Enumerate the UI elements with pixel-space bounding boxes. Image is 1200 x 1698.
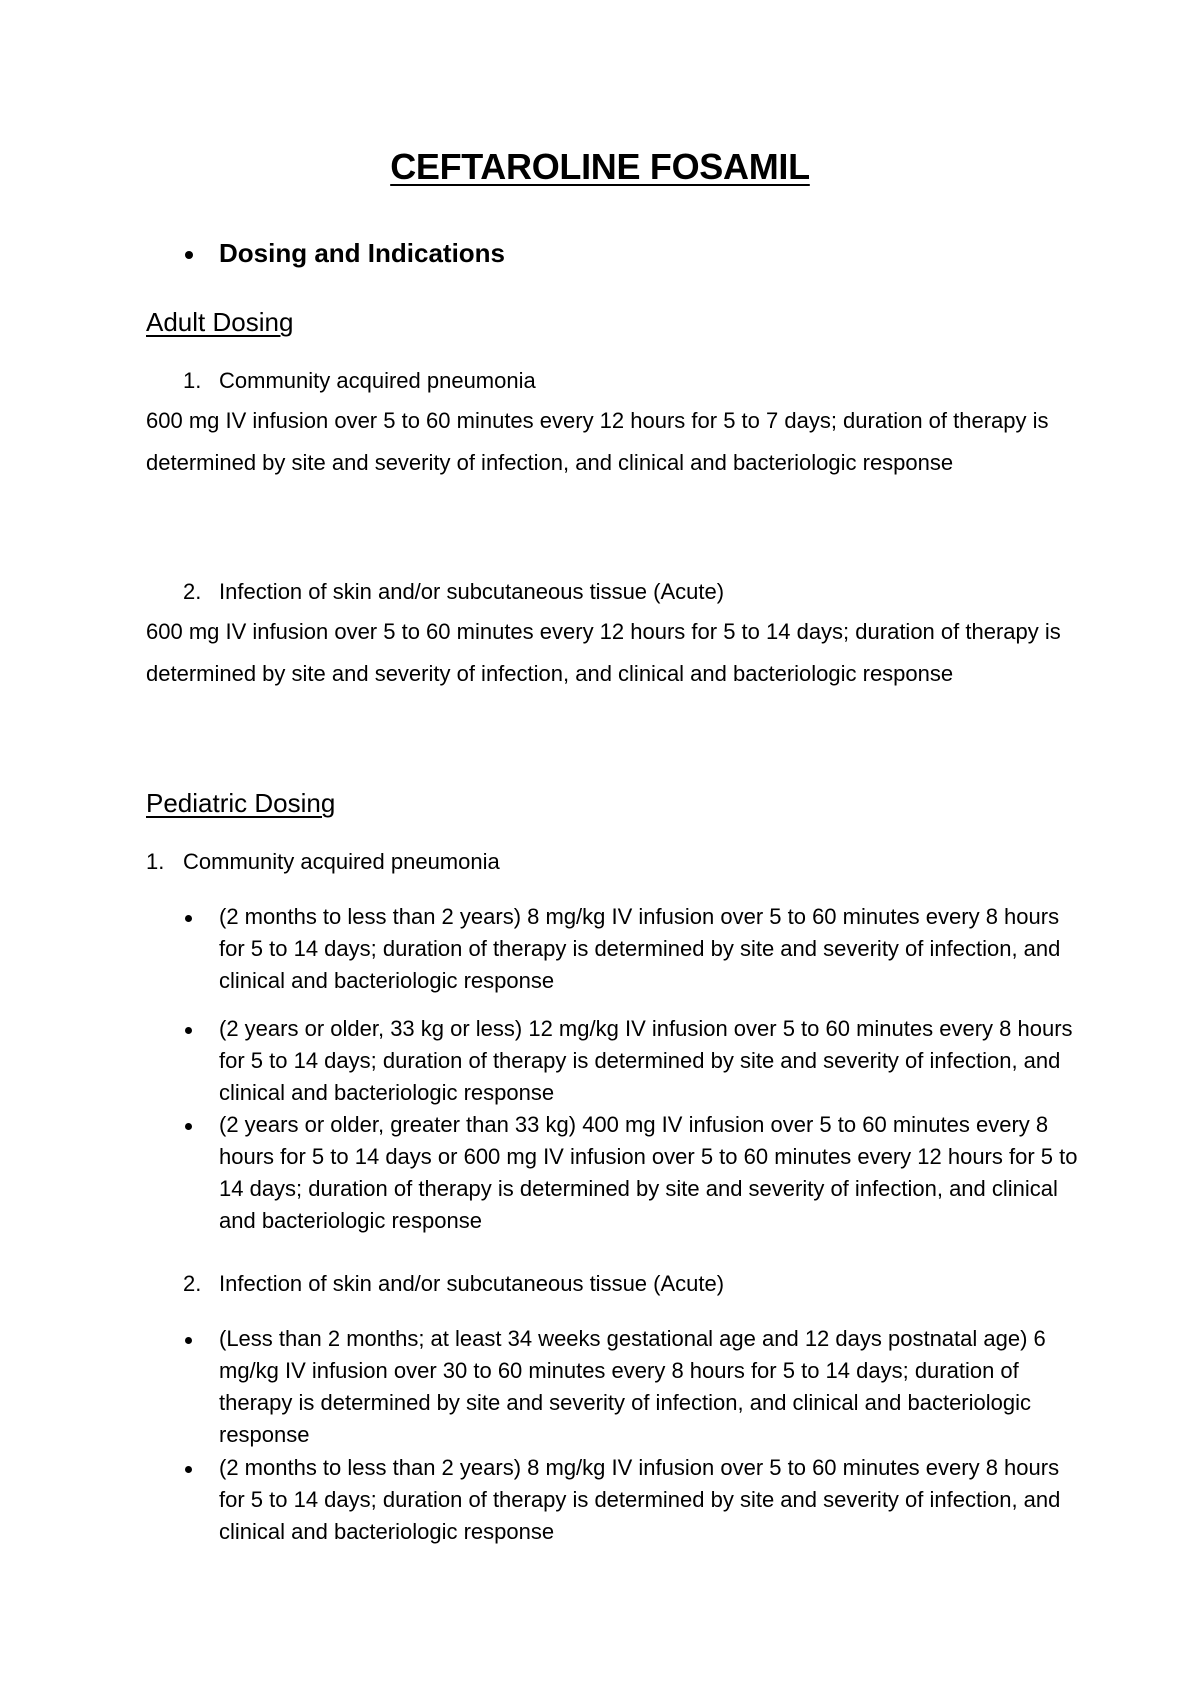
pediatric-item-2-bullet-2: (2 months to less than 2 years) 8 mg/kg IV infusion over 5 to 60 minutes every 8 hours for 5 to 14 days; duration of therapy is determined by site and severity of infection, and clinical and bacteriologic response	[219, 1455, 1061, 1544]
pediatric-item-1-label: Community acquired pneumonia	[183, 849, 500, 874]
pediatric-item-2-label: Infection of skin and/or subcutaneous tissue (Acute)	[219, 1271, 725, 1296]
pediatric-item-1-number: 1.	[146, 849, 165, 874]
adult-item-1-number: 1.	[183, 368, 202, 393]
pediatric-item-1-bullet-2: (2 years or older, 33 kg or less) 12 mg/kg IV infusion over 5 to 60 minutes every 8 hours for 5 to 14 days; duration of therapy is determined by site and severity of infection, and clinical and bacteriologic response	[219, 1016, 1073, 1105]
page-title: CEFTAROLINE FOSAMIL	[390, 146, 810, 187]
main-bullet-label: Dosing and Indications	[219, 238, 506, 268]
adult-item-2-text: 600 mg IV infusion over 5 to 60 minutes every 12 hours for 5 to 14 days; duration of therapy is determined by site and severity of infection, and clinical and bacteriologic response	[146, 619, 1061, 686]
adult-item-2-number: 2.	[183, 579, 202, 604]
bullet-icon	[185, 251, 193, 259]
pediatric-item-1-bullet-3: (2 years or older, greater than 33 kg) 400 mg IV infusion over 5 to 60 minutes every 8 hours for 5 to 14 days or 600 mg IV infusion over 5 to 60 minutes every 12 hours for 5 to 14 days; duration of therapy is determined by site and severity of infection, and clinical and bacteriologic response	[219, 1112, 1078, 1233]
adult-item-1-label: Community acquired pneumonia	[219, 368, 536, 393]
pediatric-item-1-bullet-1: (2 months to less than 2 years) 8 mg/kg IV infusion over 5 to 60 minutes every 8 hours for 5 to 14 days; duration of therapy is determined by site and severity of infection, and clinical and bacteriologic response	[219, 904, 1061, 993]
adult-dosing-heading: Adult Dosing	[146, 307, 294, 337]
pediatric-item-2-number: 2.	[183, 1271, 202, 1296]
pediatric-dosing-heading: Pediatric Dosing	[146, 788, 336, 818]
pediatric-item-2-bullet-1: (Less than 2 months; at least 34 weeks gestational age and 12 days postnatal age) 6 mg/kg IV infusion over 30 to 60 minutes every 8 hours for 5 to 14 days; duration of therapy is determined by site and severity of infection, and clinical and bacteriologic response	[219, 1326, 1046, 1447]
adult-item-1-text: 600 mg IV infusion over 5 to 60 minutes every 12 hours for 5 to 7 days; duration of therapy is determined by site and severity of infection, and clinical and bacteriologic response	[146, 408, 1049, 475]
adult-item-2-label: Infection of skin and/or subcutaneous tissue (Acute)	[219, 579, 725, 604]
